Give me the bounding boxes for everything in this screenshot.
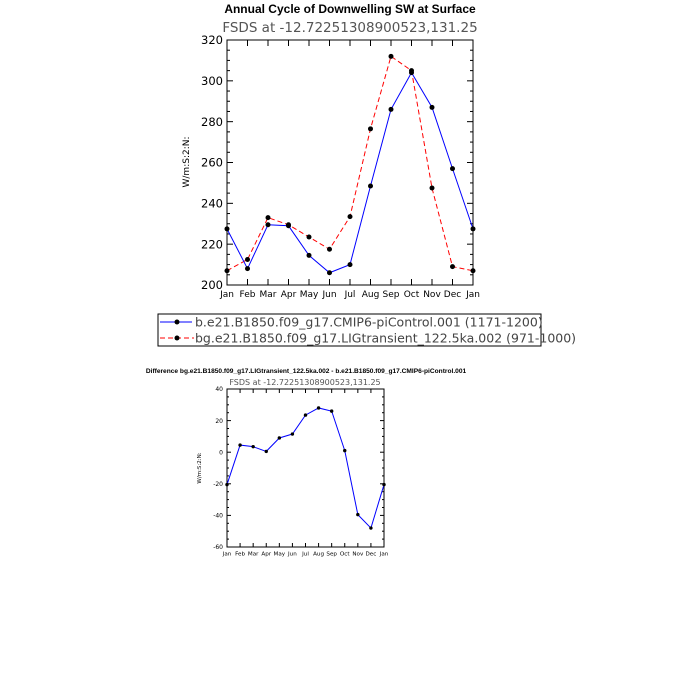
series-1-point (382, 483, 385, 486)
series-2-point (348, 214, 353, 219)
series-1-point (304, 413, 307, 416)
series-2-point (368, 126, 373, 131)
series-1-point (471, 226, 476, 231)
y-tick-label: 240 (201, 196, 223, 211)
series-2-point (225, 268, 230, 273)
series-2-line (227, 56, 473, 270)
y-tick-label: 260 (201, 155, 223, 170)
x-tick-label: Jan (222, 551, 232, 558)
y-tick-label: -20 (213, 480, 223, 488)
series-2-point (450, 264, 455, 269)
bottom-plot-area (213, 386, 389, 557)
x-tick-label: Jan (379, 551, 389, 558)
plot-frame (227, 40, 473, 285)
x-tick-label: Feb (235, 551, 246, 558)
x-tick-label: Aug (361, 290, 380, 300)
series-2-point (471, 268, 476, 273)
x-tick-label: Jun (322, 290, 337, 300)
series-1-point (291, 432, 294, 435)
x-tick-label: Nov (352, 551, 364, 558)
series-1-point (330, 409, 333, 412)
x-tick-label: Sep (326, 551, 337, 558)
bottom-chart (146, 368, 467, 558)
legend-label-series-1: b.e21.B1850.f09_g17.CMIP6-piControl.001 (1171-1200) (195, 314, 543, 330)
legend-marker-series-2 (175, 336, 180, 341)
series-1-point (266, 222, 271, 227)
series-1-point (430, 105, 435, 110)
series-1-point (251, 445, 254, 448)
plot-frame (227, 389, 384, 547)
y-tick-label: 300 (201, 73, 223, 88)
x-tick-label: Aug (313, 551, 325, 558)
y-tick-label: 200 (201, 278, 223, 293)
top-chart-subtitle: FSDS at -12.72251308900523,131.25 (222, 20, 478, 36)
series-1-line (227, 408, 384, 528)
x-tick-label: Sep (382, 290, 400, 300)
series-1-point (245, 266, 250, 271)
bottom-chart-subtitle: FSDS at -12.72251308900523,131.25 (229, 378, 381, 387)
top-chart-ylabel: W/m:S:2:N: (182, 136, 192, 188)
series-1-point (225, 226, 230, 231)
series-1-point (307, 253, 312, 258)
series-1-point (389, 107, 394, 112)
series-2-point (245, 257, 250, 262)
x-tick-label: Jan (220, 290, 234, 300)
y-tick-label: 40 (215, 386, 223, 394)
x-tick-label: Jul (344, 290, 356, 300)
series-1-point (278, 436, 281, 439)
series-1-point (286, 223, 291, 228)
series-1-point (265, 450, 268, 453)
series-2-point (327, 247, 332, 252)
series-1-point (369, 526, 372, 529)
series-1-point (238, 443, 241, 446)
x-tick-label: Oct (339, 551, 350, 558)
x-tick-label: May (299, 290, 319, 300)
series-1-point (368, 183, 373, 188)
y-tick-label: 280 (201, 114, 223, 129)
bottom-chart-title: Difference bg.e21.B1850.f09_g17.LIGtransient_122.5ka.002 - b.e21.B1850.f09_g17.CMIP6-piControl.001 (145, 368, 467, 375)
x-tick-label: Jul (302, 551, 309, 558)
x-tick-label: Dec (443, 290, 462, 300)
x-tick-label: Apr (261, 551, 272, 558)
x-tick-label: Jun (288, 551, 297, 558)
bottom-chart-ylabel: W/m:S:2:N: (197, 452, 203, 484)
series-2-point (430, 186, 435, 191)
x-tick-label: Apr (280, 290, 297, 300)
top-chart-legend (158, 314, 576, 346)
series-1-point (317, 406, 320, 409)
x-tick-label: Feb (239, 290, 256, 300)
series-1-point (356, 513, 359, 516)
y-tick-label: 0 (219, 449, 223, 457)
top-chart-title: Annual Cycle of Downwelling SW at Surface (224, 2, 476, 16)
y-tick-label: -40 (213, 512, 223, 520)
y-tick-label: 220 (201, 237, 223, 252)
series-1-point (343, 449, 346, 452)
series-2-point (266, 215, 271, 220)
series-2-point (307, 235, 312, 240)
x-tick-label: Oct (403, 290, 420, 300)
series-2-point (389, 54, 394, 59)
y-tick-label: -60 (213, 544, 223, 552)
x-tick-label: Jan (466, 290, 480, 300)
x-tick-label: Dec (365, 551, 377, 558)
series-1-line (227, 73, 473, 273)
x-tick-label: May (273, 551, 286, 558)
legend-marker-series-1 (175, 320, 180, 325)
x-tick-label: Mar (259, 290, 277, 300)
top-plot-area (201, 33, 480, 300)
series-1-point (327, 270, 332, 275)
series-1-point (348, 262, 353, 267)
series-1-point (450, 166, 455, 171)
series-1-point (409, 70, 414, 75)
y-tick-label: 20 (215, 417, 223, 425)
y-tick-label: 320 (201, 33, 223, 48)
series-1-point (225, 483, 228, 486)
legend-label-series-2: bg.e21.B1850.f09_g17.LIGtransient_122.5ka.002 (971-1000) (195, 330, 577, 346)
x-tick-label: Mar (247, 551, 259, 558)
top-chart (158, 2, 576, 346)
x-tick-label: Nov (423, 290, 441, 300)
